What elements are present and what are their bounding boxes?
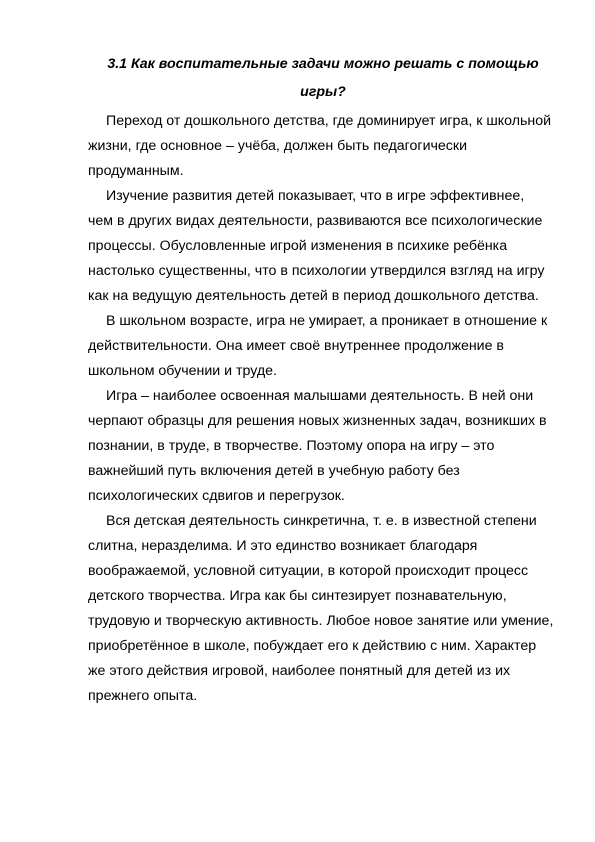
paragraph-line: школьном обучении и труде.: [88, 363, 277, 379]
paragraph-line: жизни, где основное – учёба, должен быть педагогически: [88, 138, 468, 154]
paragraph-line: приобретённое в школе, побуждает его к действию с ним. Характер: [88, 638, 537, 654]
paragraph-first-line: Изучение развития детей показывает, что в игре эффективнее,: [106, 188, 525, 204]
paragraph-line: действительности. Она имеет своё внутреннее продолжение в: [88, 338, 504, 354]
paragraph-line: психологических сдвигов и перегрузок.: [88, 488, 345, 504]
paragraph-line: процессы. Обусловленные игрой изменения в психике ребёнка: [88, 238, 508, 254]
paragraph-first-line: В школьном возрасте, игра не умирает, а проникает в отношение к: [106, 313, 548, 329]
paragraph-first-line: Переход от дошкольного детства, где доминирует игра, к школьной: [106, 113, 552, 129]
section-heading: [88, 50, 558, 106]
paragraph-line: настолько существенны, что в психологии утвердился взгляд на игру: [88, 263, 545, 279]
paragraph-line: воображаемой, условной ситуации, в которой происходит процесс: [88, 563, 529, 579]
paragraph-first-line: Игра – наиболее освоенная малышами деятельность. В ней они: [106, 388, 534, 404]
paragraph-line: черпают образцы для решения новых жизненных задач, возникших в: [88, 413, 547, 429]
paragraph-line: трудовую и творческую активность. Любое новое занятие или умение,: [88, 613, 554, 629]
section-heading-line: 3.1 Как воспитательные задачи можно решать с помощью: [107, 56, 539, 72]
paragraph-line: как на ведущую деятельность детей в период дошкольного детства.: [88, 288, 539, 304]
paragraph-line: же этого действия игровой, наиболее понятный для детей из их: [88, 663, 511, 679]
paragraph-line: продуманным.: [88, 163, 184, 179]
paragraph-line: детского творчества. Игра как бы синтезирует познавательную,: [88, 588, 507, 604]
paragraph-line: прежнего опыта.: [88, 688, 198, 704]
section-heading-line: игры?: [300, 84, 346, 100]
paragraph-first-line: Вся детская деятельность синкретична, т. е. в известной степени: [106, 513, 537, 529]
paragraph-line: слитна, неразделима. И это единство возникает благодаря: [88, 538, 478, 554]
paragraph-line: важнейший путь включения детей в учебную работу без: [88, 463, 460, 479]
paragraph-line: познании, в труде, в творчестве. Поэтому опора на игру – это: [88, 438, 495, 454]
paragraph-line: чем в других видах деятельности, развиваются все психологические: [88, 213, 543, 229]
